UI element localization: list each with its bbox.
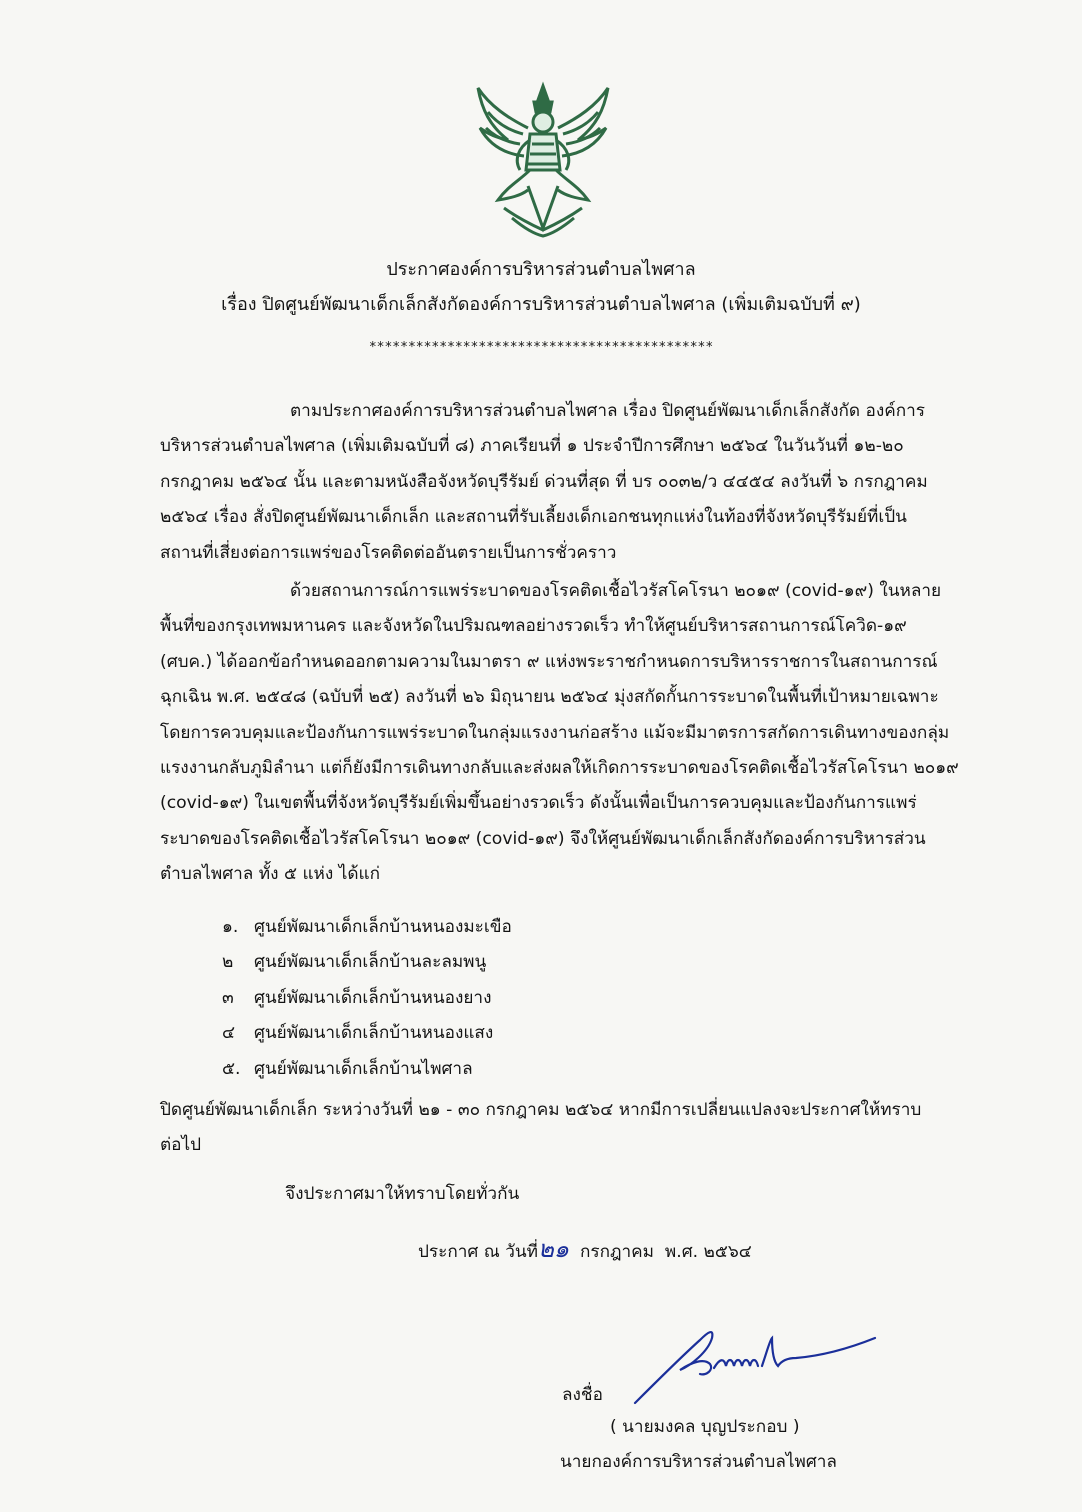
- closing-line: ต่อไป: [160, 1135, 202, 1156]
- paragraph-line: บริหารส่วนตำบลไพศาล (เพิ่มเติมฉบับที่ ๘) ภาคเรียนที่ ๑ ประจำปีการศึกษา ๒๕๖๔ ในวันวันที่ ๑๒-๒๐: [160, 436, 904, 457]
- signer-name: ( นายมงคล บุญประกอบ ): [610, 1417, 800, 1437]
- list-item: [222, 1016, 512, 1051]
- centers-list: [222, 910, 512, 1087]
- paragraph-line: พื้นที่ของกรุงเทพมหานคร และจังหวัดในปริมณฑลอย่างรวดเร็ว ทำให้ศูนย์บริหารสถานการณ์โควิด-๑๙: [160, 616, 907, 637]
- closing-statement: [160, 1093, 990, 1164]
- paragraph-line: โดยการควบคุมและป้องกันการแพร่ระบาดในกลุ่มแรงงานก่อสร้าง แม้จะมีมาตรการสกัดการเดินทางของกลุ่ม: [160, 722, 950, 743]
- paragraph-line: (ศบค.) ได้ออกข้อกำหนดออกตามความในมาตรา ๙ แห่งพระราชกำหนดการบริหารราชการในสถานการณ์: [160, 651, 938, 672]
- date-line: [418, 1235, 752, 1266]
- paragraph-line: (covid-๑๙) ในเขตพื้นที่จังหวัดบุรีรัมย์เพิ่มขึ้นอย่างรวดเร็ว ดังนั้นเพื่อเป็นการควบคุมและป้องกันการแพร่: [160, 793, 917, 814]
- paragraph-situation: [160, 574, 986, 893]
- list-item-name: ศูนย์พัฒนาเด็กเล็กบ้านหนองแสง: [254, 1023, 494, 1044]
- date-day-handwritten: ๒๑: [537, 1235, 570, 1263]
- paragraph-line: ด้วยสถานการณ์การแพร่ระบาดของโรคติดเชื้อไวรัสโคโรนา ๒๐๑๙ (covid-๑๙) ในหลาย: [290, 581, 942, 601]
- paragraph-line: ระบาดของโรคติดเชื้อไวรัสโคโรนา ๒๐๑๙ (covid-๑๙) จึงให้ศูนย์พัฒนาเด็กเล็กสังกัดองค์การบริหารส่วน: [160, 828, 926, 849]
- list-item: [222, 945, 512, 980]
- separator-stars: ********************************************: [368, 340, 714, 355]
- list-item-number: ๔: [222, 1023, 236, 1044]
- paragraph-line: ตามประกาศองค์การบริหารส่วนตำบลไพศาล เรื่อง ปิดศูนย์พัฒนาเด็กเล็กสังกัด องค์การ: [290, 401, 926, 421]
- list-item: [222, 1052, 512, 1087]
- list-item-number: ๕.: [222, 1058, 241, 1079]
- announcement-title: ประกาศองค์การบริหารส่วนตำบลไพศาล: [386, 259, 696, 280]
- paragraph-line: แรงงานกลับภูมิลำนา แต่ก็ยังมีการเดินทางกลับและส่งผลให้เกิดการระบาดของโรคติดเชื้อไวรัสโคโรนา ๒๐๑๙: [160, 757, 959, 778]
- list-item-name: ศูนย์พัฒนาเด็กเล็กบ้านไพศาล: [254, 1058, 473, 1079]
- list-item: [222, 910, 512, 945]
- closing-line: ปิดศูนย์พัฒนาเด็กเล็ก ระหว่างวันที่ ๒๑ - ๓๐ กรกฎาคม ๒๕๖๔ หากมีการเปลี่ยนแปลงจะประกาศให้ทราบ: [160, 1100, 922, 1120]
- announce-line: จึงประกาศมาให้ทราบโดยทั่วกัน: [285, 1184, 520, 1204]
- list-item-name: ศูนย์พัฒนาเด็กเล็กบ้านหนองยาง: [254, 987, 492, 1008]
- list-item-name: ศูนย์พัฒนาเด็กเล็กบ้านหนองมะเขือ: [254, 917, 512, 937]
- list-item-number: ๒: [222, 952, 234, 973]
- list-item-name: ศูนย์พัฒนาเด็กเล็กบ้านละลมพนู: [254, 952, 487, 973]
- date-rest: กรกฎาคม พ.ศ. ๒๕๖๔: [569, 1242, 752, 1262]
- list-item-number: ๓: [222, 987, 234, 1008]
- paragraph-line: สถานที่เสี่ยงต่อการแพร่ของโรคติดต่ออันตรายเป็นการชั่วคราว: [160, 542, 617, 563]
- list-item-number: ๑.: [222, 917, 239, 937]
- announcement-subject: เรื่อง ปิดศูนย์พัฒนาเด็กเล็กสังกัดองค์การบริหารส่วนตำบลไพศาล (เพิ่มเติมฉบับที่ ๙): [221, 294, 861, 315]
- signer-position: นายกองค์การบริหารส่วนตำบลไพศาล: [560, 1452, 837, 1472]
- paragraph-line: ตำบลไพศาล ทั้ง ๕ แห่ง ได้แก่: [160, 864, 380, 885]
- sign-label: ลงชื่อ: [562, 1385, 603, 1405]
- garuda-emblem-icon: [468, 78, 618, 238]
- paragraph-line: ฉุกเฉิน พ.ศ. ๒๕๔๘ (ฉบับที่ ๒๕) ลงวันที่ ๒๖ มิถุนายน ๒๕๖๔ มุ่งสกัดกั้นการระบาดในพื้นที่เป้าหมายเฉพาะ: [160, 687, 939, 708]
- paragraph-line: ๒๕๖๔ เรื่อง สั่งปิดศูนย์พัฒนาเด็กเล็ก และสถานที่รับเลี้ยงเด็กเอกชนทุกแห่งในท้องที่จังหวัดบุรีรัมย์ที่เป็น: [160, 507, 907, 528]
- list-item: [222, 981, 512, 1016]
- paragraph-reference: [160, 394, 986, 571]
- date-prefix: ประกาศ ณ วันที่: [418, 1242, 538, 1262]
- handwritten-signature-icon: [630, 1318, 880, 1408]
- paragraph-line: กรกฎาคม ๒๕๖๔ นั้น และตามหนังสือจังหวัดบุรีรัมย์ ด่วนที่สุด ที่ บร ๐๐๓๒/ว ๔๔๕๔ ลงวันที่ ๖ กรกฎาคม: [160, 471, 928, 492]
